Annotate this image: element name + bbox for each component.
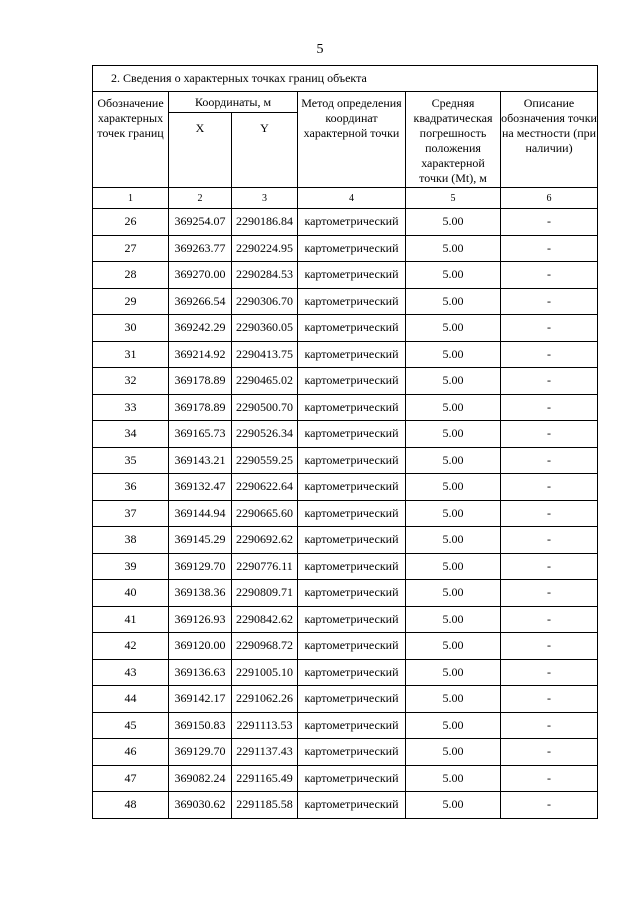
cell-description: - [501,500,598,527]
cell-x: 369132.47 [169,474,232,501]
cell-point: 41 [93,606,169,633]
cell-x: 369214.92 [169,341,232,368]
cell-y: 2290360.05 [232,315,298,342]
cell-y: 2290776.11 [232,553,298,580]
cell-mean-error: 5.00 [406,288,501,315]
cell-y: 2291165.49 [232,765,298,792]
cell-x: 369150.83 [169,712,232,739]
cell-mean-error: 5.00 [406,474,501,501]
cell-mean-error: 5.00 [406,739,501,766]
cell-mean-error: 5.00 [406,553,501,580]
table-row [93,712,598,739]
cell-y: 2290692.62 [232,527,298,554]
cell-mean-error: 5.00 [406,792,501,819]
cell-method: картометрический [298,235,406,262]
cell-method: картометрический [298,421,406,448]
page-number: 5 [316,42,324,57]
cell-method: картометрический [298,659,406,686]
boundary-points-table [92,65,598,819]
cell-point: 39 [93,553,169,580]
cell-point: 43 [93,659,169,686]
cell-method: картометрический [298,209,406,236]
cell-point: 44 [93,686,169,713]
cell-point: 46 [93,739,169,766]
cell-description: - [501,686,598,713]
cell-y: 2291185.58 [232,792,298,819]
cell-y: 2290559.25 [232,447,298,474]
cell-x: 369030.62 [169,792,232,819]
cell-x: 369178.89 [169,368,232,395]
cell-method: картометрический [298,500,406,527]
cell-method: картометрический [298,633,406,660]
cell-x: 369143.21 [169,447,232,474]
cell-method: картометрический [298,553,406,580]
column-number: 2 [169,188,232,209]
table-row [93,288,598,315]
cell-point: 30 [93,315,169,342]
header-description: Описание обозначения точки на местности (при наличии) [501,92,598,188]
table-row [93,474,598,501]
header-x: X [169,113,232,188]
cell-y: 2290465.02 [232,368,298,395]
cell-y: 2291062.26 [232,686,298,713]
cell-point: 31 [93,341,169,368]
cell-description: - [501,341,598,368]
cell-mean-error: 5.00 [406,235,501,262]
cell-y: 2290284.53 [232,262,298,289]
cell-description: - [501,421,598,448]
table-row [93,235,598,262]
column-number: 5 [406,188,501,209]
cell-method: картометрический [298,739,406,766]
cell-method: картометрический [298,580,406,607]
cell-mean-error: 5.00 [406,686,501,713]
table-row [93,739,598,766]
cell-mean-error: 5.00 [406,341,501,368]
table-row [93,606,598,633]
cell-x: 369266.54 [169,288,232,315]
cell-mean-error: 5.00 [406,712,501,739]
cell-point: 38 [93,527,169,554]
table-row [93,527,598,554]
cell-method: картометрический [298,368,406,395]
cell-y: 2290622.64 [232,474,298,501]
cell-x: 369270.00 [169,262,232,289]
cell-description: - [501,474,598,501]
cell-y: 2291005.10 [232,659,298,686]
table-row [93,686,598,713]
cell-y: 2290526.34 [232,421,298,448]
cell-y: 2291137.43 [232,739,298,766]
column-number: 4 [298,188,406,209]
cell-y: 2290306.70 [232,288,298,315]
header-point-designation: Обозначение характерных точек границ [93,92,169,188]
cell-method: картометрический [298,606,406,633]
cell-method: картометрический [298,686,406,713]
cell-mean-error: 5.00 [406,447,501,474]
cell-method: картометрический [298,527,406,554]
cell-method: картометрический [298,712,406,739]
header-method: Метод определения координат характерной точки [298,92,406,188]
table-row [93,368,598,395]
table-row [93,553,598,580]
cell-x: 369144.94 [169,500,232,527]
cell-y: 2291113.53 [232,712,298,739]
cell-point: 48 [93,792,169,819]
cell-x: 369242.29 [169,315,232,342]
cell-y: 2290968.72 [232,633,298,660]
cell-description: - [501,712,598,739]
cell-y: 2290186.84 [232,209,298,236]
cell-x: 369178.89 [169,394,232,421]
cell-method: картометрический [298,288,406,315]
cell-description: - [501,633,598,660]
cell-point: 42 [93,633,169,660]
table-row [93,500,598,527]
cell-point: 32 [93,368,169,395]
cell-mean-error: 5.00 [406,421,501,448]
cell-x: 369136.63 [169,659,232,686]
header-y: Y [232,113,298,188]
cell-x: 369126.93 [169,606,232,633]
cell-description: - [501,394,598,421]
cell-point: 37 [93,500,169,527]
cell-point: 33 [93,394,169,421]
cell-y: 2290413.75 [232,341,298,368]
table-row [93,315,598,342]
cell-x: 369165.73 [169,421,232,448]
cell-description: - [501,262,598,289]
cell-mean-error: 5.00 [406,315,501,342]
cell-y: 2290500.70 [232,394,298,421]
cell-mean-error: 5.00 [406,659,501,686]
cell-point: 40 [93,580,169,607]
cell-mean-error: 5.00 [406,606,501,633]
cell-description: - [501,739,598,766]
cell-description: - [501,288,598,315]
table-row [93,659,598,686]
section-title: 2. Сведения о характерных точках границ объекта [93,66,598,92]
table-row [93,765,598,792]
column-number: 1 [93,188,169,209]
column-number: 3 [232,188,298,209]
cell-description: - [501,315,598,342]
cell-y: 2290842.62 [232,606,298,633]
cell-x: 369145.29 [169,527,232,554]
cell-mean-error: 5.00 [406,580,501,607]
header-mean-error: Средняя квадратическая погрешность положения характерной точки (Mt), м [406,92,501,188]
cell-point: 47 [93,765,169,792]
cell-mean-error: 5.00 [406,394,501,421]
cell-point: 36 [93,474,169,501]
cell-y: 2290224.95 [232,235,298,262]
cell-point: 45 [93,712,169,739]
cell-y: 2290665.60 [232,500,298,527]
cell-x: 369142.17 [169,686,232,713]
table-row [93,580,598,607]
cell-point: 29 [93,288,169,315]
cell-method: картометрический [298,315,406,342]
table-row [93,341,598,368]
cell-method: картометрический [298,394,406,421]
cell-x: 369120.00 [169,633,232,660]
cell-x: 369129.70 [169,739,232,766]
table-row [93,792,598,819]
table-row [93,447,598,474]
cell-point: 28 [93,262,169,289]
cell-description: - [501,553,598,580]
cell-method: картометрический [298,341,406,368]
cell-point: 27 [93,235,169,262]
cell-point: 35 [93,447,169,474]
column-number: 6 [501,188,598,209]
cell-point: 34 [93,421,169,448]
table-row [93,262,598,289]
cell-method: картометрический [298,262,406,289]
table-row [93,421,598,448]
table-row [93,394,598,421]
cell-mean-error: 5.00 [406,209,501,236]
cell-x: 369082.24 [169,765,232,792]
table-row [93,633,598,660]
header-coordinates: Координаты, м [169,92,298,113]
cell-description: - [501,765,598,792]
cell-x: 369138.36 [169,580,232,607]
cell-description: - [501,368,598,395]
cell-description: - [501,580,598,607]
cell-description: - [501,659,598,686]
cell-method: картометрический [298,447,406,474]
cell-mean-error: 5.00 [406,368,501,395]
cell-mean-error: 5.00 [406,765,501,792]
cell-y: 2290809.71 [232,580,298,607]
cell-mean-error: 5.00 [406,527,501,554]
cell-description: - [501,527,598,554]
cell-method: картометрический [298,474,406,501]
cell-description: - [501,792,598,819]
cell-method: картометрический [298,792,406,819]
cell-description: - [501,606,598,633]
cell-point: 26 [93,209,169,236]
cell-description: - [501,209,598,236]
cell-x: 369129.70 [169,553,232,580]
cell-mean-error: 5.00 [406,500,501,527]
table-row [93,209,598,236]
cell-mean-error: 5.00 [406,633,501,660]
cell-x: 369263.77 [169,235,232,262]
cell-mean-error: 5.00 [406,262,501,289]
cell-description: - [501,235,598,262]
cell-x: 369254.07 [169,209,232,236]
cell-description: - [501,447,598,474]
cell-method: картометрический [298,765,406,792]
